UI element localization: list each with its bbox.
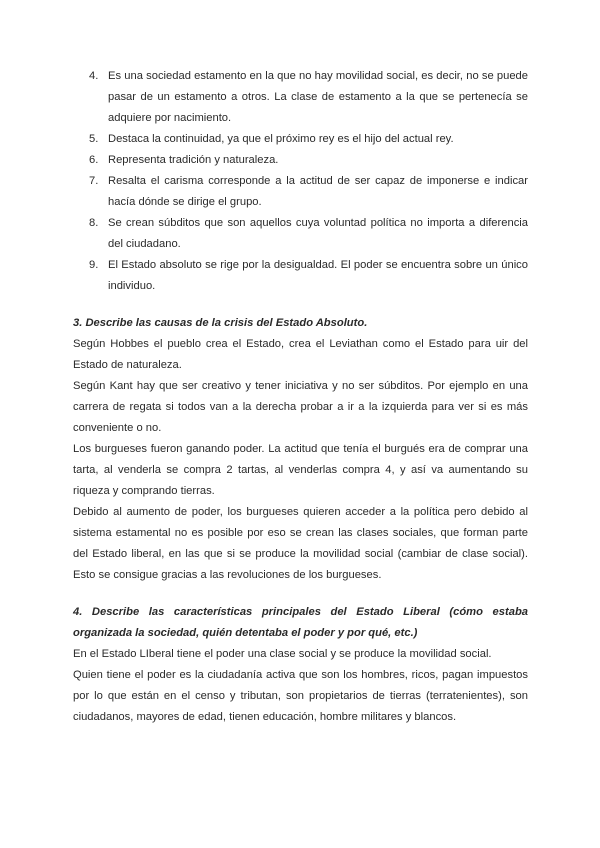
list-item: [73, 255, 528, 297]
list-item-text: Destaca la continuidad, ya que el próximo rey es el hijo del actual rey.: [108, 133, 454, 145]
document-content: [73, 66, 528, 728]
list-item-number: 4.: [89, 70, 99, 82]
section4-paragraph: En el Estado LIberal tiene el poder una clase social y se produce la movilidad social.: [73, 648, 492, 660]
section3-paragraph: Debido al aumento de poder, los burgueses quieren acceder a la política pero debido al sistema estamental no es posible por eso se crean las clases sociales, que forman parte del Estado liberal, en las que si se produce la movilidad social (cambiar de clase social). Esto se consigue gracias a las revoluciones de los burgueses.: [73, 506, 528, 581]
list-item-text: Es una sociedad estamento en la que no hay movilidad social, es decir, no se puede pasar de un estamento a otros. La clase de estamento a la que se pertenecía se adquiere por nacimiento.: [108, 70, 528, 124]
list-item-number: 6.: [89, 154, 99, 166]
list-item-number: 8.: [89, 217, 99, 229]
list-item-text: Resalta el carisma corresponde a la actitud de ser capaz de imponerse e indicar hacía dónde se dirige el grupo.: [108, 175, 528, 208]
list-item-number: 7.: [89, 175, 99, 187]
section3-heading: 3. Describe las causas de la crisis del Estado Absoluto.: [73, 317, 368, 329]
list-item-text: El Estado absoluto se rige por la desigualdad. El poder se encuentra sobre un único individuo.: [108, 259, 528, 292]
section4-heading: 4. Describe las características principales del Estado Liberal (cómo estaba organizada la sociedad, quién detentaba el poder y por qué, etc.): [73, 606, 528, 639]
list-item-number: 5.: [89, 133, 99, 145]
list-item: [73, 66, 528, 129]
spacer: [73, 586, 528, 602]
list-item-text: Representa tradición y naturaleza.: [108, 154, 279, 166]
section3-paragraph: Según Hobbes el pueblo crea el Estado, crea el Leviathan como el Estado para uir del Estado de naturaleza.: [73, 338, 528, 371]
list-item: [73, 171, 528, 213]
list-item-text: Se crean súbditos que son aquellos cuya voluntad política no importa a diferencia del ciudadano.: [108, 217, 528, 250]
list-item: [73, 129, 528, 150]
section4-paragraph: Quien tiene el poder es la ciudadanía activa que son los hombres, ricos, pagan impuestos por lo que están en el censo y tributan, son propietarios de tierras (terratenientes), son ciudadanos, mayores de edad, tienen educación, hombre militares y blancos.: [73, 669, 528, 723]
list-item-number: 9.: [89, 259, 99, 271]
section3-paragraph: Los burgueses fueron ganando poder. La actitud que tenía el burgués era de comprar una tarta, al venderla se compra 2 tartas, al venderlas compra 4, y así va aumentando su riqueza y comprando tierras.: [73, 443, 528, 497]
list-item: [73, 150, 528, 171]
section3-paragraph: Según Kant hay que ser creativo y tener iniciativa y no ser súbditos. Por ejemplo en una carrera de regata si todos van a la derecha probar a ir a la izquierda para ver si es más conveniente o no.: [73, 380, 528, 434]
spacer: [73, 297, 528, 313]
list-item: [73, 213, 528, 255]
numbered-list: [73, 66, 528, 297]
